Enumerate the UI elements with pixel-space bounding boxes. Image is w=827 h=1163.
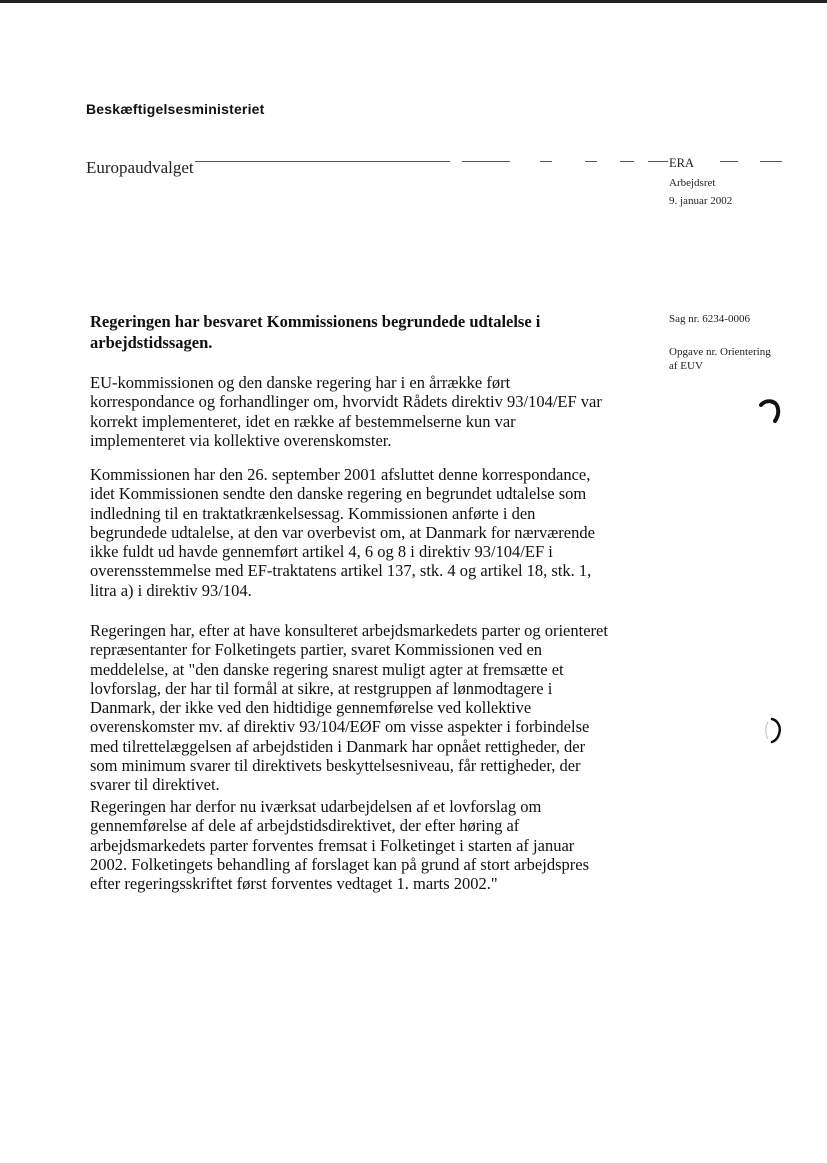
punch-hole-mark bbox=[763, 716, 787, 744]
ministry-name: Beskæftigelsesministeriet bbox=[86, 101, 265, 117]
top-edge-rule bbox=[0, 0, 827, 3]
body-paragraph: Regeringen har derfor nu iværksat udarbejdelsen af et lovforslag om gennemførelse af dele af arbejdstidsdirektivet, der efter høring af arbejdsmarkedets parter forventes fremsat i Folketinget i starten af januar 2002. Folketingets behandling af forslaget kan på grund af stort arbejdspres efter regeringsskriftet først forventes vedtaget 1. marts 2002." bbox=[90, 797, 589, 894]
task-number-line: af EUV bbox=[669, 360, 703, 372]
body-paragraph: Kommissionen har den 26. september 2001 afsluttet denne korrespondance, idet Kommissionen sendte den danske regering en begrundet udtalelse som indledning til en traktatkrænkelsessag. Kommissionen anførte i den begrundede udtalelse, at den var overbevist om, at Danmark for nærværende ikke fuldt ud havde gennemført artikel 4, 6 og 8 i direktiv 93/104/EF i overensstemmelse med EF-traktatens artikel 137, stk. 4 og artikel 18, stk. 1, litra a) i direktiv 93/104. bbox=[90, 465, 595, 600]
meta-date: 9. januar 2002 bbox=[669, 195, 733, 207]
header-rule-dash bbox=[760, 161, 782, 162]
case-number: Sag nr. 6234-0006 bbox=[669, 313, 750, 325]
header-rule-dash bbox=[620, 161, 634, 162]
header-rule-dash bbox=[720, 161, 738, 162]
header-rule-dash bbox=[585, 161, 597, 162]
header-rule-dash bbox=[540, 161, 552, 162]
body-paragraph: Regeringen har, efter at have konsulteret arbejdsmarkedets parter og orienteret repræsentanter for Folketingets partier, svaret Kommissionen ved en meddelelse, at "den danske regering snarest muligt agter at fremsætte et lovforslag, der har til formål at sikre, at restgruppen af lønmodtagere i Danmark, der ikke ved den hidtidige gennemførelse ved kollektive overenskomster mv. af direktiv 93/104/EØF om visse aspekter i forbindelse med tilrettelæggelsen af arbejdstiden i Danmark har opnået rettigheder, der som minimum svarer til direktivets beskyttelsesniveau, får rettigheder, der svarer til direktivet. bbox=[90, 621, 608, 795]
meta-era: ERA bbox=[669, 156, 694, 170]
task-number bbox=[669, 345, 789, 373]
header-rule bbox=[195, 161, 450, 162]
meta-subject: Arbejdsret bbox=[669, 177, 716, 189]
header-rule-dash bbox=[648, 161, 668, 162]
header-rule-dash bbox=[462, 161, 510, 162]
committee-name: Europaudvalget bbox=[86, 158, 194, 177]
body-paragraph: EU-kommissionen og den danske regering har i en årrække ført korrespondance og forhandlinger om, hvorvidt Rådets direktiv 93/104/EF var korrekt implementeret, idet en række af bestemmelserne kun var implementeret via kollektive overenskomster. bbox=[90, 373, 602, 450]
task-number-line: Opgave nr. Orientering bbox=[669, 346, 771, 358]
document-heading: Regeringen har besvaret Kommissionens begrundede udtalelse i arbejdstidssagen. bbox=[90, 312, 541, 352]
punch-hole-mark bbox=[757, 398, 783, 424]
